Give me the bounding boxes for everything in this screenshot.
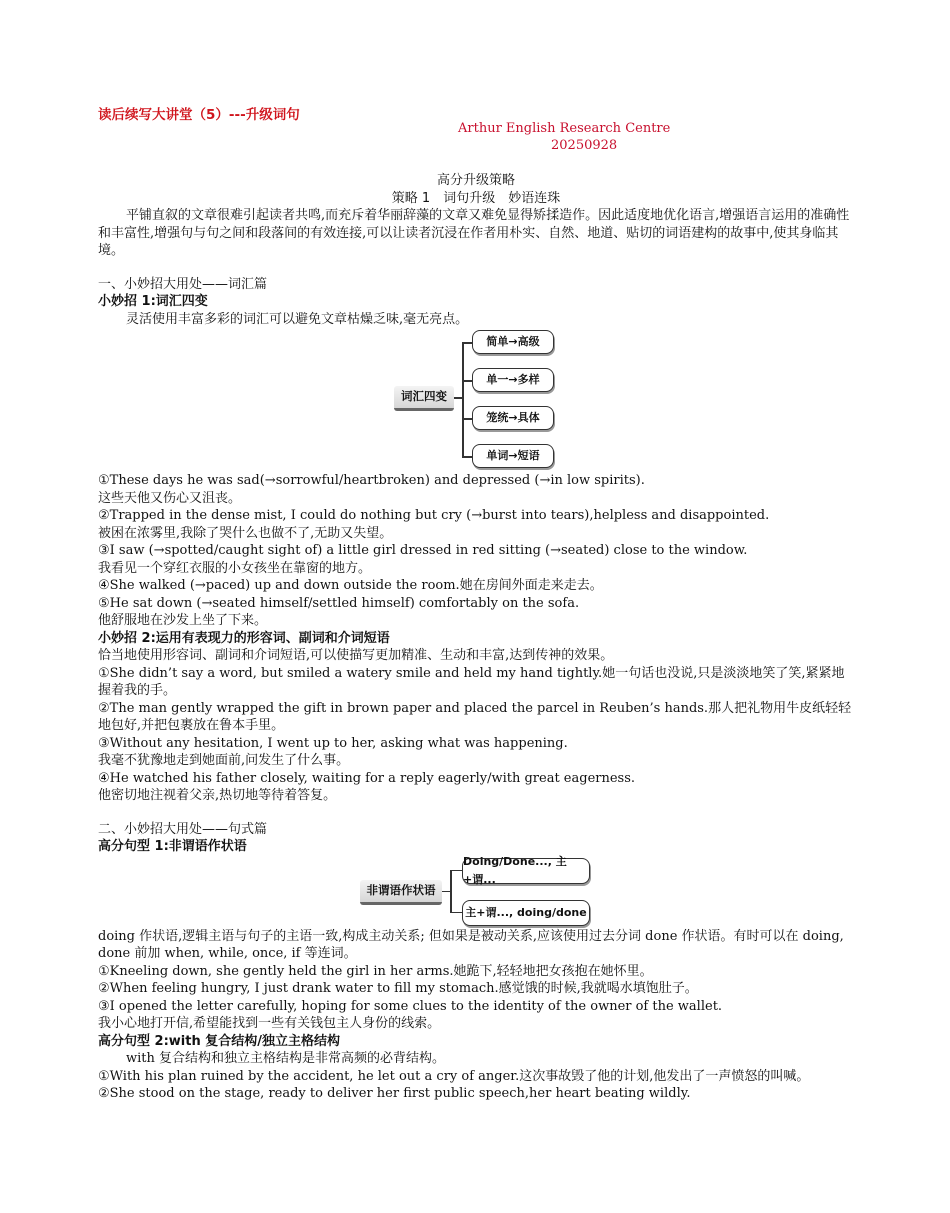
- example: 他密切地注视着父亲,热切地等待着答复。: [98, 788, 337, 803]
- vocab-branch-single-to-varied: 单一→多样: [472, 368, 554, 392]
- example: ①With his plan ruined by the accident, he let out a cry of anger.这次事故毁了他的计划,他发出了一声愤怒的叫喊。: [98, 1068, 810, 1084]
- example-en: ②Trapped in the dense mist, I could do nothing but cry (→burst into tears),helpless and disappointed.: [98, 508, 770, 523]
- nonfinite-branch-back: 主+谓..., doing/done: [462, 900, 590, 926]
- vocab-diagram-link: [462, 456, 472, 458]
- type1-examples: [98, 963, 854, 1033]
- type1-label: 高分句型 1:非谓语作状语: [98, 839, 247, 854]
- tip2-label: 小妙招 2:运用有表现力的形容词、副词和介词短语: [98, 630, 390, 646]
- vocab-diagram-stem: [454, 397, 462, 399]
- example: 我小心地打开信,希望能找到一些有关钱包主人身份的线索。: [98, 1016, 441, 1031]
- document-body: [98, 172, 854, 1103]
- type2-examples: [98, 1068, 854, 1103]
- tip1-desc: 灵活使用丰富多彩的词汇可以避免文章枯燥乏味,毫无亮点。: [126, 311, 469, 327]
- section2-heading: 二、小妙招大用处——句式篇: [98, 821, 268, 837]
- vocab-diagram-root: 词汇四变: [394, 386, 454, 411]
- example-en: ①These days he was sad(→sorrowful/heartbroken) and depressed (→in low spirits).: [98, 473, 645, 488]
- nonfinite-diagram-spine: [450, 870, 452, 912]
- example: ①She didn’t say a word, but smiled a watery smile and held my hand tightly.她一句话也没说,只是淡淡地笑了笑,紧紧地握着我的手。: [98, 665, 845, 698]
- example: ④He watched his father closely, waiting for a reply eagerly/with great eagerness.: [98, 770, 636, 786]
- example-en: ④She walked (→paced) up and down outside the room.她在房间外面走来走去。: [98, 578, 603, 593]
- type2-label: 高分句型 2:with 复合结构/独立主格结构: [98, 1033, 340, 1049]
- author-line: Arthur English Research Centre: [458, 121, 671, 136]
- nonfinite-diagram: [98, 856, 854, 928]
- section1-heading: 一、小妙招大用处——词汇篇: [98, 276, 268, 292]
- vocab-branch-general-to-specific: 笼统→具体: [472, 406, 554, 430]
- example-zh: 这些天他又伤心又沮丧。: [98, 490, 242, 506]
- vocab-branch-simple-to-advanced: 简单→高级: [472, 330, 554, 354]
- nonfinite-diagram-root: 非谓语作状语: [360, 880, 442, 905]
- example: ③I opened the letter carefully, hoping for some clues to the identity of the owner of the wallet.: [98, 998, 723, 1014]
- example-en: ⑤He sat down (→seated himself/settled himself) comfortably on the sofa.: [98, 595, 580, 611]
- example: 我毫不犹豫地走到她面前,问发生了什么事。: [98, 753, 350, 768]
- strategy-intro: 平铺直叙的文章很难引起读者共鸣,而充斥着华丽辞藻的文章又难免显得矫揉造作。因此适度地优化语言,增强语言运用的准确性和丰富性,增强句与句之间和段落间的有效连接,可以让读者沉浸在作者用朴实、自然、地道、贴切的词语建构的故事中,使其身临其境。: [98, 208, 850, 258]
- tip1-label: 小妙招 1:词汇四变: [98, 294, 208, 309]
- nonfinite-diagram-stem: [442, 891, 450, 893]
- example-zh: 他舒服地在沙发上坐了下来。: [98, 613, 268, 628]
- strategy-heading: 高分升级策略: [436, 173, 515, 188]
- example: ①Kneeling down, she gently held the girl in her arms.她跪下,轻轻地把女孩抱在她怀里。: [98, 963, 653, 979]
- date-line: 20250928: [551, 138, 618, 153]
- vocab-diagram-link: [462, 380, 472, 382]
- nonfinite-diagram-link: [450, 870, 462, 872]
- tip2-examples: [98, 665, 854, 805]
- example: ②She stood on the stage, ready to deliver her first public speech,her heart beating wildly.: [98, 1086, 691, 1101]
- vocab-diagram-spine: [462, 342, 464, 456]
- type2-desc: with 复合结构和独立主格结构是非常高频的必背结构。: [126, 1051, 446, 1066]
- nonfinite-diagram-link: [450, 912, 462, 914]
- example: ②When feeling hungry, I just drank water to fill my stomach.感觉饿的时候,我就喝水填饱肚子。: [98, 981, 698, 996]
- example: ②The man gently wrapped the gift in brown paper and placed the parcel in Reuben’s hands.那人把礼物用牛皮纸轻轻地包好,并把包裹放在鲁本手里。: [98, 700, 852, 733]
- document-title: 读后续写大讲堂（5）---升级词句: [98, 107, 300, 123]
- example-zh: 被困在浓雾里,我除了哭什么也做不了,无助又失望。: [98, 525, 393, 541]
- tip2-desc: 恰当地使用形容词、副词和介词短语,可以使描写更加精准、生动和丰富,达到传神的效果。: [98, 648, 614, 663]
- example-zh: 我看见一个穿红衣服的小女孩坐在靠窗的地方。: [98, 560, 372, 576]
- example: ③Without any hesitation, I went up to her, asking what was happening.: [98, 735, 568, 751]
- tip1-examples: [98, 472, 854, 630]
- strategy-subheading: 策略 1 词句升级 妙语连珠: [391, 190, 561, 206]
- example-en: ③I saw (→spotted/caught sight of) a little girl dressed in red sitting (→seated) close to the window.: [98, 543, 748, 558]
- vocab-diagram-link: [462, 342, 472, 344]
- type1-desc: doing 作状语,逻辑主语与句子的主语一致,构成主动关系; 但如果是被动关系,应该使用过去分词 done 作状语。有时可以在 doing, done 前加 when, while, once, if 等连词。: [98, 928, 844, 961]
- vocab-diagram-link: [462, 418, 472, 420]
- vocab-branch-word-to-phrase: 单词→短语: [472, 444, 554, 468]
- nonfinite-branch-front: Doing/Done..., 主+谓...: [462, 858, 590, 884]
- vocab-diagram: [98, 328, 854, 472]
